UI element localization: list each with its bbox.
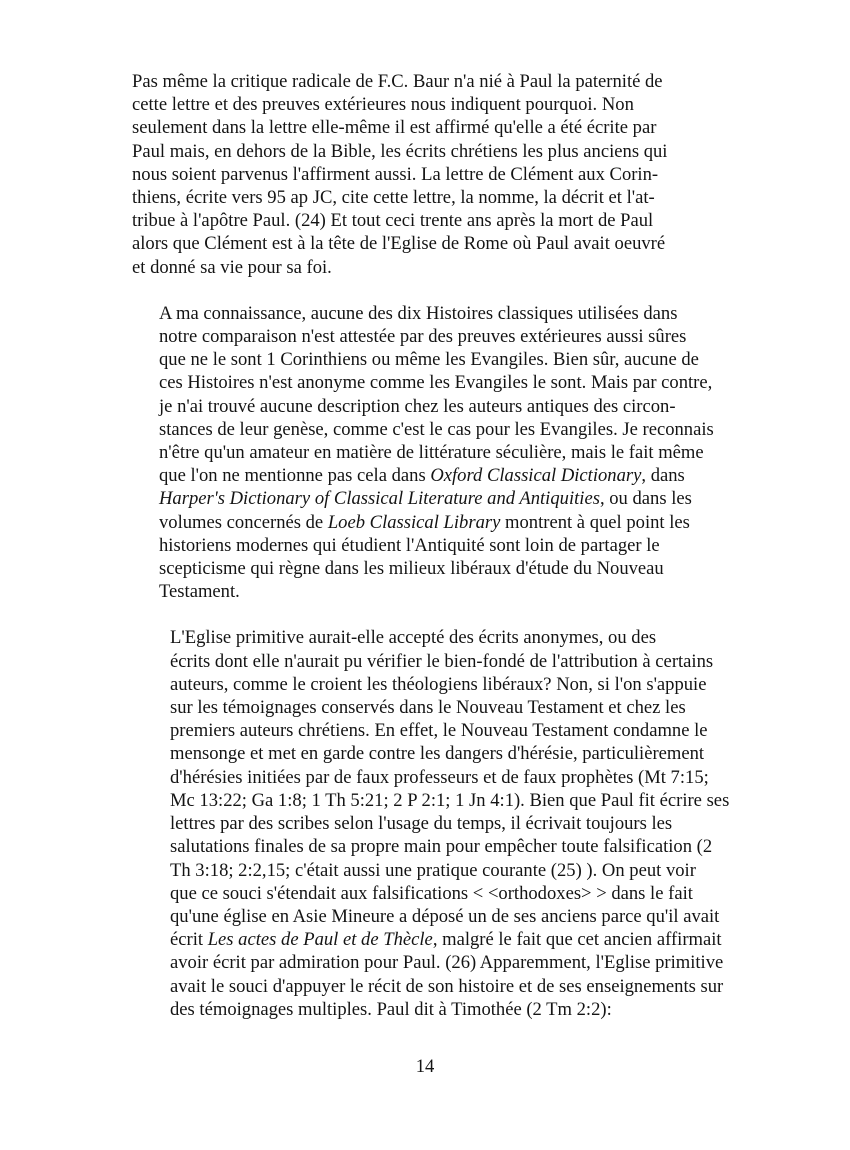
- text-line: n'être qu'un amateur en matière de littérature séculière, mais le fait même: [159, 442, 704, 464]
- text-line: [132, 928, 720, 951]
- text-line: A ma connaissance, aucune des dix Histoires classiques utilisées dans: [159, 302, 678, 324]
- text-line: sur les témoignages conservés dans le Nouveau Testament et chez les: [170, 697, 686, 719]
- text-line: nous soient parvenus l'affirment aussi. La lettre de Clément aux Corin-: [132, 163, 659, 185]
- paragraph-1: [132, 70, 720, 279]
- text-line: écrits dont elle n'aurait pu vérifier le bien-fondé de l'attribution à certains: [170, 650, 714, 672]
- book-title-oxford: Oxford Classical Dictionary: [430, 465, 642, 487]
- text-line: et donné sa vie pour sa foi.: [132, 256, 332, 278]
- text-line: stances de leur genèse, comme c'est le cas pour les Evangiles. Je reconnais: [159, 418, 714, 440]
- text-run: montrent à quel point les: [500, 511, 690, 533]
- text-line: Mc 13:22; Ga 1:8; 1 Th 5:21; 2 P 2:1; 1 Jn 4:1). Bien que Paul fit écrire ses: [170, 789, 730, 811]
- page-number: 14: [415, 1056, 435, 1077]
- text-line: [132, 464, 720, 487]
- text-line: alors que Clément est à la tête de l'Eglise de Rome où Paul avait oeuvré: [132, 233, 666, 255]
- text-line: tribue à l'apôtre Paul. (24) Et tout ceci trente ans après la mort de Paul: [132, 210, 654, 232]
- text-run: écrit: [170, 929, 208, 951]
- text-line: des témoignages multiples. Paul dit à Timothée (2 Tm 2:2):: [170, 998, 612, 1020]
- book-title-loeb: Loeb Classical Library: [327, 511, 501, 533]
- text-line: historiens modernes qui étudient l'Antiquité sont loin de partager le: [159, 534, 660, 556]
- text-line: Testament.: [159, 581, 240, 603]
- text-line: L'Eglise primitive aurait-elle accepté des écrits anonymes, ou des: [170, 627, 657, 649]
- text-run: , ou dans les: [599, 488, 692, 510]
- text-line: je n'ai trouvé aucune description chez les auteurs antiques des circon-: [159, 395, 676, 417]
- paragraph-2: [132, 302, 720, 604]
- text-line: Paul mais, en dehors de la Bible, les écrits chrétiens les plus anciens qui: [132, 140, 668, 162]
- text-line: Th 3:18; 2:2,15; c'était aussi une pratique courante (25) ). On peut voir: [170, 859, 696, 881]
- text-line: cette lettre et des preuves extérieures nous indiquent pourquoi. Non: [132, 94, 634, 116]
- text-line: notre comparaison n'est attestée par des preuves extérieures aussi sûres: [159, 326, 687, 348]
- book-title-harpers: Harper's Dictionary of Classical Literature and Antiquities: [159, 488, 600, 510]
- text-line: seulement dans la lettre elle-même il est affirmé qu'elle a été écrite par: [132, 117, 657, 139]
- text-line: que ne le sont 1 Corinthiens ou même les Evangiles. Bien sûr, aucune de: [159, 349, 699, 371]
- text-line: salutations finales de sa propre main pour empêcher toute falsification (2: [170, 836, 713, 858]
- text-run: que l'on ne mentionne pas cela dans: [159, 465, 431, 487]
- page-body: [132, 70, 730, 1021]
- text-line: qu'une église en Asie Mineure a déposé un de ses anciens parce qu'il avait: [170, 905, 720, 927]
- text-run: volumes concernés de: [159, 511, 328, 533]
- text-run: , malgré le fait que cet ancien affirmait: [432, 929, 722, 951]
- text-line: d'hérésies initiées par de faux professeurs et de faux prophètes (Mt 7:15;: [170, 766, 709, 788]
- text-line: que ce souci s'étendait aux falsifications < <orthodoxes> > dans le fait: [170, 882, 693, 904]
- paragraph-3: [132, 626, 730, 1020]
- text-line: Pas même la critique radicale de F.C. Baur n'a nié à Paul la paternité de: [132, 71, 663, 92]
- text-line: lettres par des scribes selon l'usage du temps, il écrivait toujours les: [170, 813, 673, 835]
- text-line: [132, 511, 720, 534]
- text-line: avoir écrit par admiration pour Paul. (26) Apparemment, l'Eglise primitive: [170, 952, 724, 974]
- text-run: , dans: [641, 465, 685, 487]
- book-title-thecle: Les actes de Paul et de Thècle: [207, 929, 433, 951]
- text-line: scepticisme qui règne dans les milieux libéraux d'étude du Nouveau: [159, 558, 664, 580]
- text-line: mensonge et met en garde contre les dangers d'hérésie, particulièrement: [170, 743, 705, 765]
- text-line: auteurs, comme le croient les théologiens libéraux? Non, si l'on s'appuie: [170, 673, 707, 695]
- text-line: [132, 487, 720, 510]
- text-line: thiens, écrite vers 95 ap JC, cite cette lettre, la nomme, la décrit et l'at-: [132, 187, 655, 209]
- text-line: premiers auteurs chrétiens. En effet, le Nouveau Testament condamne le: [170, 720, 708, 742]
- text-line: ces Histoires n'est anonyme comme les Evangiles le sont. Mais par contre,: [159, 372, 713, 394]
- text-line: avait le souci d'appuyer le récit de son histoire et de ses enseignements sur: [170, 975, 724, 997]
